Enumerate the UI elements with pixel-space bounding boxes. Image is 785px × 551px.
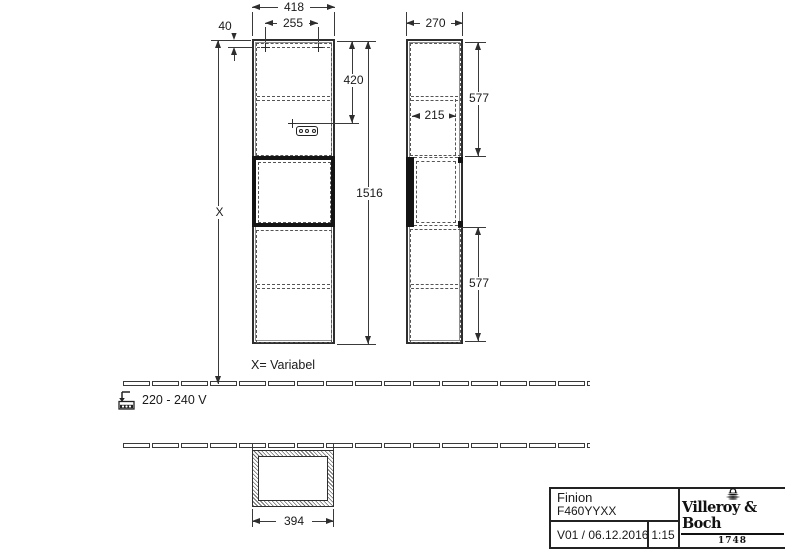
title-block-border-left <box>549 487 551 549</box>
title-block-divider-vertical <box>678 487 680 549</box>
dim-label-inner-depth: 215 <box>420 109 449 122</box>
voltage-note: 220 - 240 V <box>142 393 207 407</box>
side-open-shelf-top-dashed <box>414 157 463 158</box>
side-lower-shelf-dashed <box>411 284 458 289</box>
side-inner-depth-dashed-line <box>455 99 456 155</box>
dim-label-depth: 270 <box>420 17 451 30</box>
arrow-right-icon <box>310 20 318 26</box>
arrow-down-icon <box>349 115 355 123</box>
arrow-down-icon <box>365 336 371 344</box>
dim-label-plan-width: 394 <box>276 515 312 528</box>
dim-tail <box>234 55 235 61</box>
arrow-left-icon <box>252 518 260 524</box>
article-number: F460YYXX <box>557 504 617 518</box>
product-name: Finion <box>557 490 593 505</box>
front-lower-shelf-dashed <box>257 284 330 289</box>
arrow-down-icon <box>475 148 481 156</box>
version-date: V01 / 06.12.2016 <box>557 528 649 542</box>
brand-year: 1748 <box>717 536 748 546</box>
ext-line <box>458 227 486 228</box>
front-upper-shelf-dashed <box>257 96 330 101</box>
ext-line <box>296 123 359 124</box>
ext-line <box>334 12 335 36</box>
arrow-down-icon <box>215 376 221 384</box>
arrow-up-icon <box>349 41 355 49</box>
front-open-shelf-dashed-inner <box>258 162 331 223</box>
arrow-up-icon <box>215 40 221 48</box>
arrow-up-icon <box>231 47 237 55</box>
mounting-cross-marker <box>261 43 270 52</box>
side-open-shelf-bottom-dashed <box>414 225 463 226</box>
brand-name: Villeroy & Boch <box>681 500 784 535</box>
dim-label-socket-drop: 420 <box>339 74 368 87</box>
ext-line <box>337 344 376 345</box>
arrow-right-icon <box>326 518 334 524</box>
dim-label-top-offset: 40 <box>213 20 237 33</box>
dim-label-inner-width: 255 <box>277 17 309 30</box>
side-open-shelf-dashed-inner <box>416 161 456 223</box>
dim-label-width: 418 <box>278 1 310 14</box>
dim-label-upper-section: 577 <box>464 92 494 105</box>
arrow-down-icon <box>231 32 237 40</box>
arrow-up-icon <box>365 41 371 49</box>
dim-label-lower-section: 577 <box>464 277 494 290</box>
ext-line <box>465 341 486 342</box>
arrow-up-icon <box>475 42 481 50</box>
socket-hole-icon <box>299 129 303 133</box>
arrow-left-icon <box>252 4 260 10</box>
arrow-right-icon <box>327 4 335 10</box>
ext-line <box>265 27 266 42</box>
arrow-left-icon <box>265 20 273 26</box>
arrow-right-icon <box>455 20 463 26</box>
plan-view-interior <box>258 456 328 501</box>
variable-height-note: X= Variabel <box>251 358 316 372</box>
power-connection-icon <box>117 390 139 410</box>
arrow-up-icon <box>475 227 481 235</box>
title-block-divider-horizontal <box>549 520 680 522</box>
dim-label-total-height: 1516 <box>352 187 387 200</box>
ext-line <box>465 156 486 157</box>
side-open-shelf-front-edge <box>406 157 414 227</box>
ext-line <box>252 12 253 36</box>
dim-label-variable-height: X <box>211 206 228 219</box>
power-socket-icon <box>296 126 318 136</box>
wall-section-line <box>123 443 590 449</box>
arrow-left-icon <box>406 20 414 26</box>
brand-logo <box>681 488 784 546</box>
arrow-right-icon <box>448 113 456 119</box>
title-block-border-bottom <box>549 547 785 549</box>
drawing-scale: 1:15 <box>651 528 675 542</box>
brand-crest-icon <box>710 488 756 500</box>
side-open-shelf-back-corner <box>458 157 463 163</box>
mounting-cross-marker <box>314 43 323 52</box>
socket-hole-icon <box>305 129 309 133</box>
arrow-down-icon <box>475 333 481 341</box>
socket-hole-icon <box>312 129 316 133</box>
ext-line <box>318 27 319 42</box>
side-upper-shelf-dashed <box>411 96 458 101</box>
arrow-left-icon <box>412 113 420 119</box>
floor-section-line <box>123 381 590 387</box>
